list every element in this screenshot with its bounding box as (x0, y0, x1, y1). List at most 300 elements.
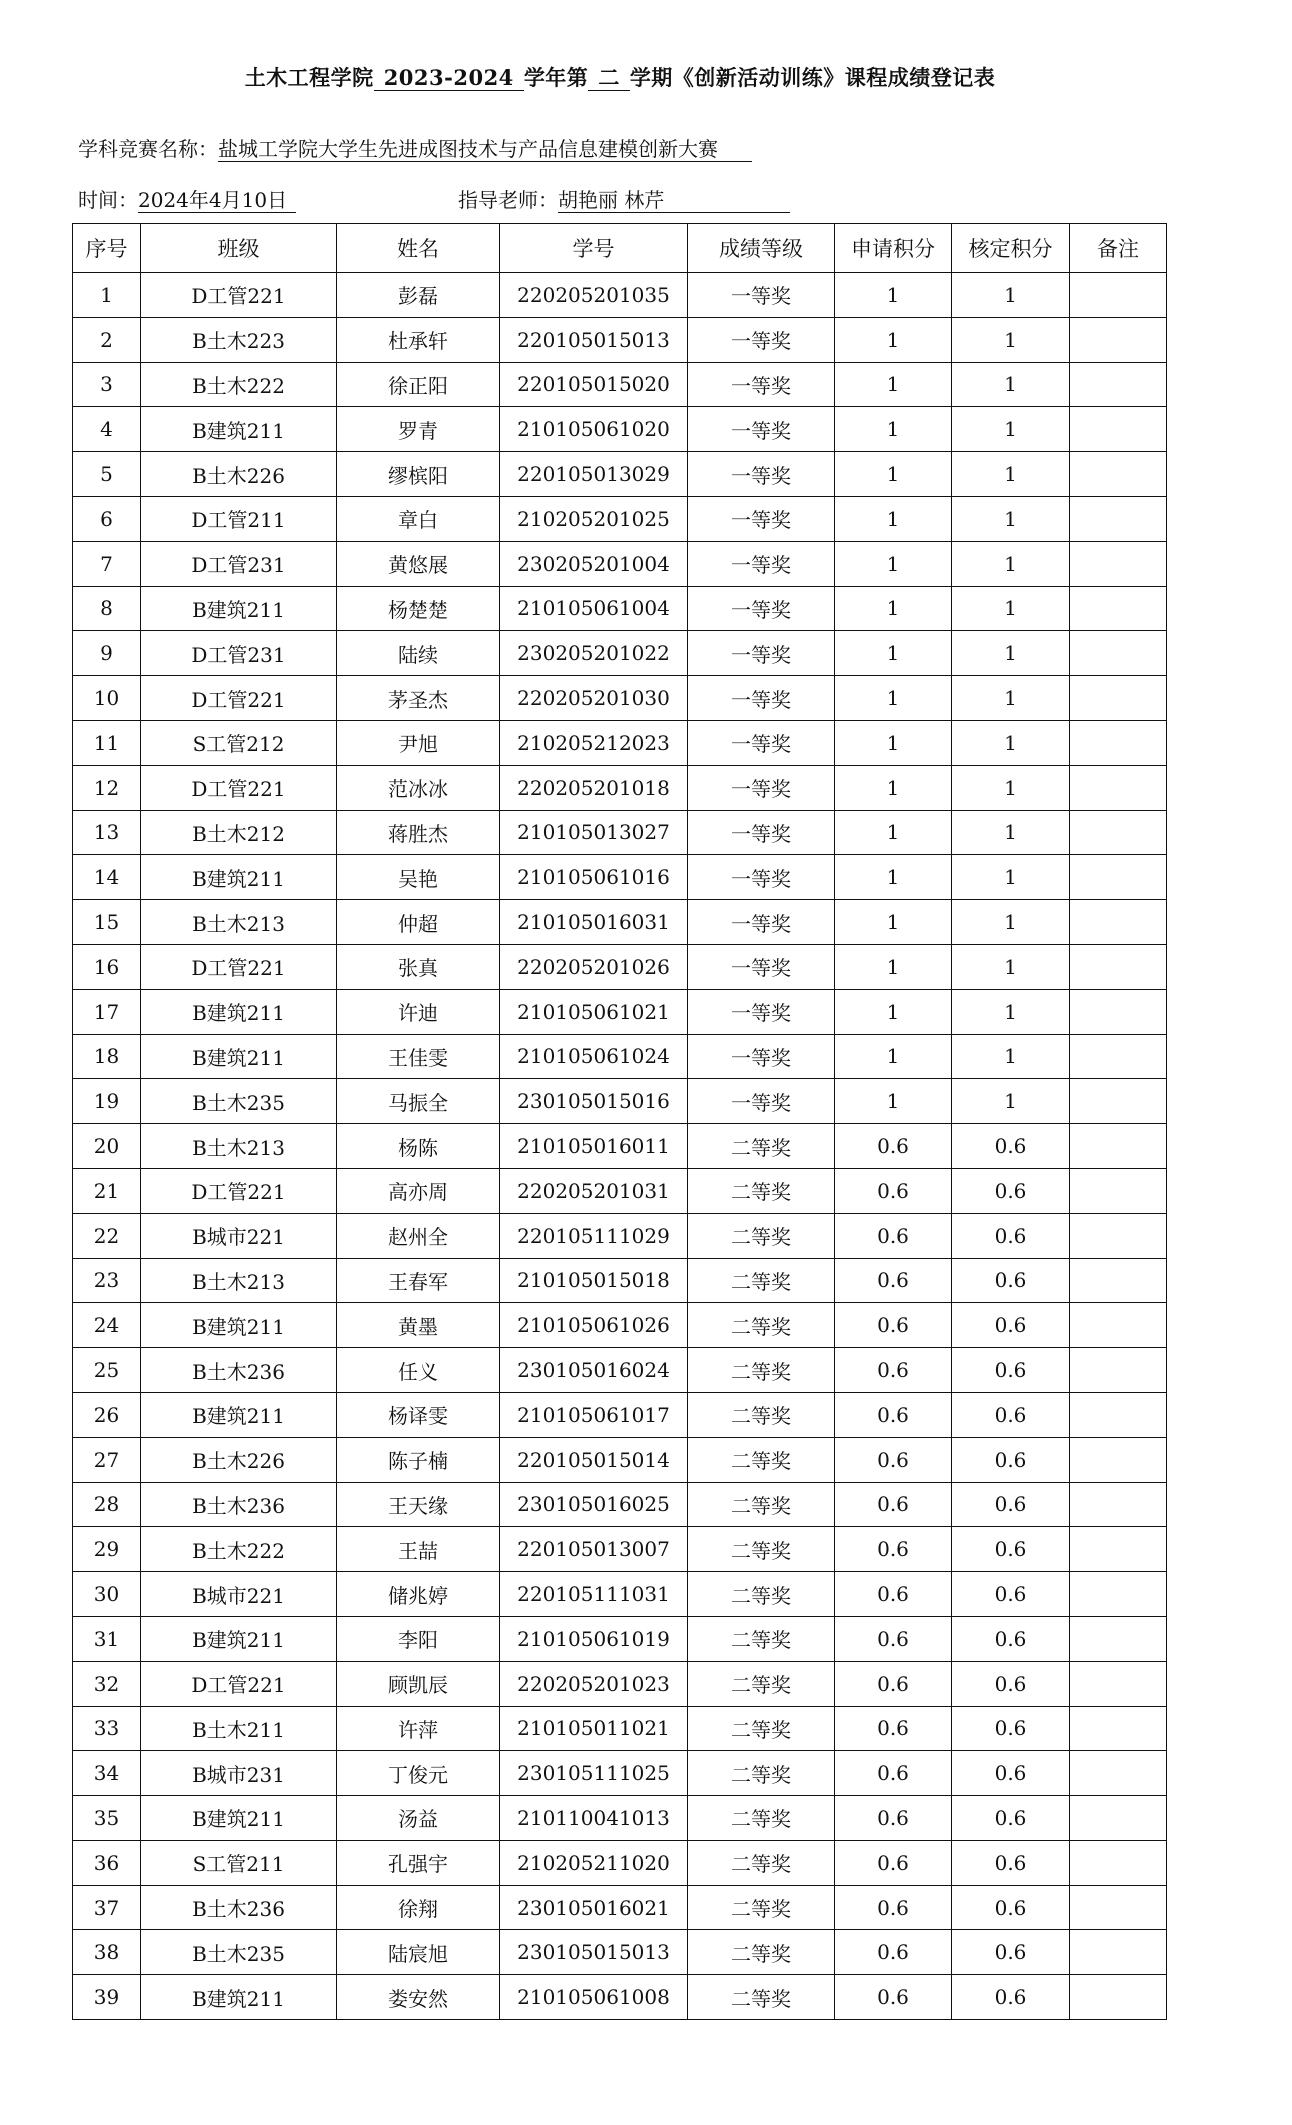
cell-grade: 二等奖 (688, 1258, 835, 1303)
cell-grade: 二等奖 (688, 1527, 835, 1572)
cell-index: 29 (73, 1527, 141, 1572)
cell-approved-credit: 1 (952, 1079, 1070, 1124)
cell-remarks (1070, 989, 1167, 1034)
cell-approved-credit: 0.6 (952, 1616, 1070, 1661)
cell-grade: 二等奖 (688, 1303, 835, 1348)
cell-student-id: 210205201025 (500, 496, 688, 541)
cell-index: 11 (73, 720, 141, 765)
cell-grade: 二等奖 (688, 1213, 835, 1258)
cell-name: 徐翔 (337, 1885, 500, 1930)
cell-index: 12 (73, 765, 141, 810)
cell-remarks (1070, 1392, 1167, 1437)
competition-label: 学科竞赛名称： (78, 137, 218, 161)
cell-index: 28 (73, 1482, 141, 1527)
title-suffix: 学期《创新活动训练》课程成绩登记表 (629, 65, 996, 90)
cell-class: D工管221 (141, 765, 337, 810)
cell-student-id: 220105111029 (500, 1213, 688, 1258)
header-class: 班级 (141, 224, 337, 273)
cell-class: B建筑211 (141, 407, 337, 452)
table-row (73, 1930, 1167, 1975)
cell-grade: 一等奖 (688, 452, 835, 497)
cell-name: 尹旭 (337, 720, 500, 765)
cell-name: 陆宸旭 (337, 1930, 500, 1975)
cell-approved-credit: 0.6 (952, 1796, 1070, 1841)
cell-class: B建筑211 (141, 1303, 337, 1348)
cell-class: S工管212 (141, 720, 337, 765)
cell-grade: 一等奖 (688, 317, 835, 362)
cell-index: 10 (73, 676, 141, 721)
cell-index: 22 (73, 1213, 141, 1258)
cell-class: D工管231 (141, 541, 337, 586)
cell-name: 徐正阳 (337, 362, 500, 407)
table-row (73, 586, 1167, 631)
cell-name: 王天缘 (337, 1482, 500, 1527)
cell-approved-credit: 0.6 (952, 1168, 1070, 1213)
cell-student-id: 220105015014 (500, 1437, 688, 1482)
cell-applied-credit: 1 (835, 1034, 952, 1079)
cell-applied-credit: 0.6 (835, 1168, 952, 1213)
cell-class: B建筑211 (141, 1796, 337, 1841)
cell-class: S工管211 (141, 1840, 337, 1885)
cell-name: 杨译雯 (337, 1392, 500, 1437)
cell-grade: 二等奖 (688, 1572, 835, 1617)
cell-name: 高亦周 (337, 1168, 500, 1213)
cell-applied-credit: 1 (835, 765, 952, 810)
cell-applied-credit: 1 (835, 810, 952, 855)
cell-approved-credit: 1 (952, 317, 1070, 362)
cell-student-id: 220105013007 (500, 1527, 688, 1572)
cell-grade: 二等奖 (688, 1348, 835, 1393)
cell-class: B土木212 (141, 810, 337, 855)
cell-approved-credit: 0.6 (952, 1930, 1070, 1975)
cell-class: D工管221 (141, 273, 337, 318)
cell-index: 15 (73, 900, 141, 945)
cell-name: 杜承轩 (337, 317, 500, 362)
cell-approved-credit: 0.6 (952, 1661, 1070, 1706)
cell-grade: 二等奖 (688, 1392, 835, 1437)
cell-approved-credit: 0.6 (952, 1527, 1070, 1572)
cell-index: 18 (73, 1034, 141, 1079)
cell-student-id: 210105061017 (500, 1392, 688, 1437)
table-row (73, 1840, 1167, 1885)
cell-approved-credit: 1 (952, 900, 1070, 945)
cell-name: 罗青 (337, 407, 500, 452)
cell-name: 王喆 (337, 1527, 500, 1572)
cell-index: 3 (73, 362, 141, 407)
teacher-line (458, 184, 790, 213)
cell-class: B建筑211 (141, 1034, 337, 1079)
cell-grade: 二等奖 (688, 1616, 835, 1661)
cell-name: 吴艳 (337, 855, 500, 900)
table-row (73, 1034, 1167, 1079)
competition-name: 盐城工学院大学生先进成图技术与产品信息建模创新大赛 (218, 137, 752, 162)
cell-applied-credit: 0.6 (835, 1930, 952, 1975)
table-row (73, 1572, 1167, 1617)
cell-index: 25 (73, 1348, 141, 1393)
competition-line (78, 133, 752, 162)
cell-remarks (1070, 1796, 1167, 1841)
cell-grade: 二等奖 (688, 1975, 835, 2020)
table-row (73, 720, 1167, 765)
cell-student-id: 210105015018 (500, 1258, 688, 1303)
cell-applied-credit: 0.6 (835, 1975, 952, 2020)
cell-student-id: 210105061024 (500, 1034, 688, 1079)
title-term: 二 (588, 66, 630, 91)
cell-name: 杨陈 (337, 1124, 500, 1169)
cell-applied-credit: 1 (835, 496, 952, 541)
time-line (78, 184, 296, 213)
teacher-value: 胡艳丽 林芹 (558, 188, 790, 213)
table-row (73, 1751, 1167, 1796)
cell-applied-credit: 1 (835, 407, 952, 452)
cell-student-id: 220105015020 (500, 362, 688, 407)
cell-name: 李阳 (337, 1616, 500, 1661)
cell-index: 23 (73, 1258, 141, 1303)
cell-applied-credit: 0.6 (835, 1348, 952, 1393)
cell-remarks (1070, 1527, 1167, 1572)
cell-remarks (1070, 676, 1167, 721)
table-row (73, 1168, 1167, 1213)
cell-class: B土木211 (141, 1706, 337, 1751)
title-mid: 学年第 (523, 65, 589, 90)
cell-remarks (1070, 1572, 1167, 1617)
table-row (73, 900, 1167, 945)
table-row (73, 1079, 1167, 1124)
cell-class: B建筑211 (141, 1975, 337, 2020)
cell-index: 36 (73, 1840, 141, 1885)
cell-student-id: 210105061026 (500, 1303, 688, 1348)
cell-applied-credit: 0.6 (835, 1661, 952, 1706)
cell-student-id: 230105111025 (500, 1751, 688, 1796)
cell-name: 娄安然 (337, 1975, 500, 2020)
cell-class: B建筑211 (141, 586, 337, 631)
header-index: 序号 (73, 224, 141, 273)
cell-class: D工管221 (141, 676, 337, 721)
cell-grade: 一等奖 (688, 1034, 835, 1079)
cell-grade: 二等奖 (688, 1124, 835, 1169)
cell-approved-credit: 1 (952, 765, 1070, 810)
table-row (73, 1482, 1167, 1527)
teacher-label: 指导老师： (458, 188, 558, 212)
cell-grade: 一等奖 (688, 855, 835, 900)
table-row (73, 1527, 1167, 1572)
table-row (73, 1706, 1167, 1751)
cell-remarks (1070, 1168, 1167, 1213)
cell-grade: 一等奖 (688, 273, 835, 318)
table-row (73, 317, 1167, 362)
cell-name: 陆续 (337, 631, 500, 676)
cell-applied-credit: 0.6 (835, 1392, 952, 1437)
cell-student-id: 220105015013 (500, 317, 688, 362)
cell-name: 茅圣杰 (337, 676, 500, 721)
cell-class: B土木226 (141, 452, 337, 497)
cell-index: 1 (73, 273, 141, 318)
cell-name: 黄墨 (337, 1303, 500, 1348)
cell-approved-credit: 1 (952, 407, 1070, 452)
cell-remarks (1070, 496, 1167, 541)
cell-approved-credit: 0.6 (952, 1213, 1070, 1258)
page-title (0, 62, 1240, 92)
table-row (73, 362, 1167, 407)
time-label: 时间： (78, 188, 138, 212)
cell-index: 4 (73, 407, 141, 452)
header-approved-credit: 核定积分 (952, 224, 1070, 273)
cell-grade: 一等奖 (688, 541, 835, 586)
cell-grade: 一等奖 (688, 944, 835, 989)
cell-approved-credit: 0.6 (952, 1258, 1070, 1303)
cell-index: 6 (73, 496, 141, 541)
cell-class: B土木213 (141, 1124, 337, 1169)
table-row (73, 765, 1167, 810)
cell-grade: 二等奖 (688, 1661, 835, 1706)
cell-remarks (1070, 1840, 1167, 1885)
cell-index: 20 (73, 1124, 141, 1169)
cell-grade: 二等奖 (688, 1706, 835, 1751)
cell-class: B土木223 (141, 317, 337, 362)
cell-name: 张真 (337, 944, 500, 989)
cell-remarks (1070, 900, 1167, 945)
cell-class: B土木222 (141, 362, 337, 407)
cell-remarks (1070, 810, 1167, 855)
cell-grade: 一等奖 (688, 1079, 835, 1124)
cell-applied-credit: 1 (835, 317, 952, 362)
cell-class: B城市221 (141, 1572, 337, 1617)
cell-index: 7 (73, 541, 141, 586)
cell-remarks (1070, 631, 1167, 676)
cell-name: 丁俊元 (337, 1751, 500, 1796)
cell-grade: 二等奖 (688, 1885, 835, 1930)
cell-student-id: 210105016031 (500, 900, 688, 945)
cell-student-id: 230105016025 (500, 1482, 688, 1527)
cell-grade: 二等奖 (688, 1930, 835, 1975)
cell-approved-credit: 0.6 (952, 1885, 1070, 1930)
table-header-row (73, 224, 1167, 273)
cell-applied-credit: 0.6 (835, 1796, 952, 1841)
cell-name: 孔强宇 (337, 1840, 500, 1885)
cell-approved-credit: 0.6 (952, 1124, 1070, 1169)
cell-class: B土木236 (141, 1885, 337, 1930)
cell-remarks (1070, 317, 1167, 362)
cell-remarks (1070, 586, 1167, 631)
cell-class: B土木235 (141, 1079, 337, 1124)
cell-index: 32 (73, 1661, 141, 1706)
cell-student-id: 210105061019 (500, 1616, 688, 1661)
cell-name: 汤益 (337, 1796, 500, 1841)
cell-grade: 二等奖 (688, 1437, 835, 1482)
title-year: 2023-2024 (374, 66, 524, 91)
cell-applied-credit: 1 (835, 586, 952, 631)
cell-index: 38 (73, 1930, 141, 1975)
table-row (73, 1885, 1167, 1930)
cell-class: B建筑211 (141, 1616, 337, 1661)
cell-name: 赵州全 (337, 1213, 500, 1258)
cell-grade: 一等奖 (688, 720, 835, 765)
cell-remarks (1070, 407, 1167, 452)
cell-applied-credit: 0.6 (835, 1527, 952, 1572)
cell-index: 13 (73, 810, 141, 855)
cell-name: 许萍 (337, 1706, 500, 1751)
cell-class: B土木236 (141, 1482, 337, 1527)
cell-class: B土木213 (141, 900, 337, 945)
cell-remarks (1070, 1930, 1167, 1975)
cell-applied-credit: 1 (835, 631, 952, 676)
table-row (73, 944, 1167, 989)
cell-remarks (1070, 1616, 1167, 1661)
cell-applied-credit: 1 (835, 989, 952, 1034)
cell-index: 24 (73, 1303, 141, 1348)
cell-applied-credit: 1 (835, 855, 952, 900)
cell-applied-credit: 0.6 (835, 1213, 952, 1258)
cell-grade: 一等奖 (688, 676, 835, 721)
cell-grade: 一等奖 (688, 989, 835, 1034)
cell-class: B城市221 (141, 1213, 337, 1258)
cell-class: D工管221 (141, 944, 337, 989)
table-row (73, 1258, 1167, 1303)
cell-class: B土木236 (141, 1348, 337, 1393)
cell-approved-credit: 1 (952, 1034, 1070, 1079)
cell-approved-credit: 1 (952, 810, 1070, 855)
table-row (73, 541, 1167, 586)
cell-applied-credit: 0.6 (835, 1258, 952, 1303)
header-remarks: 备注 (1070, 224, 1167, 273)
cell-approved-credit: 0.6 (952, 1572, 1070, 1617)
cell-approved-credit: 1 (952, 362, 1070, 407)
cell-grade: 一等奖 (688, 586, 835, 631)
cell-class: B城市231 (141, 1751, 337, 1796)
cell-applied-credit: 0.6 (835, 1616, 952, 1661)
cell-remarks (1070, 765, 1167, 810)
cell-approved-credit: 1 (952, 631, 1070, 676)
cell-student-id: 210110041013 (500, 1796, 688, 1841)
cell-remarks (1070, 1034, 1167, 1079)
cell-applied-credit: 1 (835, 452, 952, 497)
table-row (73, 273, 1167, 318)
cell-class: B建筑211 (141, 1392, 337, 1437)
cell-applied-credit: 1 (835, 273, 952, 318)
cell-student-id: 220205201035 (500, 273, 688, 318)
cell-student-id: 220105013029 (500, 452, 688, 497)
cell-remarks (1070, 720, 1167, 765)
cell-name: 仲超 (337, 900, 500, 945)
cell-approved-credit: 0.6 (952, 1303, 1070, 1348)
cell-student-id: 230105016021 (500, 1885, 688, 1930)
cell-grade: 二等奖 (688, 1840, 835, 1885)
cell-approved-credit: 0.6 (952, 1437, 1070, 1482)
cell-student-id: 230205201022 (500, 631, 688, 676)
cell-remarks (1070, 1303, 1167, 1348)
cell-remarks (1070, 1213, 1167, 1258)
table-row (73, 407, 1167, 452)
cell-name: 马振全 (337, 1079, 500, 1124)
table-row (73, 1796, 1167, 1841)
cell-approved-credit: 0.6 (952, 1840, 1070, 1885)
table-body (73, 273, 1167, 2020)
cell-student-id: 210105061021 (500, 989, 688, 1034)
grade-table (72, 223, 1167, 2020)
cell-name: 陈子楠 (337, 1437, 500, 1482)
cell-student-id: 210105016011 (500, 1124, 688, 1169)
cell-student-id: 220105111031 (500, 1572, 688, 1617)
cell-remarks (1070, 1348, 1167, 1393)
cell-index: 9 (73, 631, 141, 676)
cell-approved-credit: 0.6 (952, 1482, 1070, 1527)
table-row (73, 1975, 1167, 2020)
cell-applied-credit: 0.6 (835, 1885, 952, 1930)
cell-approved-credit: 0.6 (952, 1392, 1070, 1437)
cell-applied-credit: 0.6 (835, 1437, 952, 1482)
cell-student-id: 210105061020 (500, 407, 688, 452)
cell-applied-credit: 0.6 (835, 1572, 952, 1617)
cell-remarks (1070, 1975, 1167, 2020)
cell-student-id: 210105061008 (500, 1975, 688, 2020)
cell-approved-credit: 1 (952, 720, 1070, 765)
cell-grade: 一等奖 (688, 631, 835, 676)
cell-class: D工管221 (141, 1168, 337, 1213)
cell-applied-credit: 0.6 (835, 1706, 952, 1751)
cell-student-id: 210105011021 (500, 1706, 688, 1751)
cell-name: 储兆婷 (337, 1572, 500, 1617)
cell-index: 19 (73, 1079, 141, 1124)
cell-name: 王佳雯 (337, 1034, 500, 1079)
cell-index: 16 (73, 944, 141, 989)
cell-applied-credit: 1 (835, 1079, 952, 1124)
cell-index: 5 (73, 452, 141, 497)
table-row (73, 989, 1167, 1034)
cell-student-id: 230105016024 (500, 1348, 688, 1393)
cell-remarks (1070, 1079, 1167, 1124)
cell-grade: 一等奖 (688, 407, 835, 452)
cell-index: 37 (73, 1885, 141, 1930)
cell-index: 8 (73, 586, 141, 631)
cell-grade: 二等奖 (688, 1796, 835, 1841)
cell-name: 缪槟阳 (337, 452, 500, 497)
cell-student-id: 230105015013 (500, 1930, 688, 1975)
cell-class: B土木213 (141, 1258, 337, 1303)
cell-name: 范冰冰 (337, 765, 500, 810)
cell-applied-credit: 1 (835, 541, 952, 586)
cell-remarks (1070, 944, 1167, 989)
cell-student-id: 210105061016 (500, 855, 688, 900)
cell-grade: 一等奖 (688, 765, 835, 810)
time-value: 2024年4月10日 (138, 188, 296, 213)
cell-index: 26 (73, 1392, 141, 1437)
cell-applied-credit: 1 (835, 720, 952, 765)
cell-index: 31 (73, 1616, 141, 1661)
header-student-id: 学号 (500, 224, 688, 273)
table-row (73, 1348, 1167, 1393)
cell-student-id: 210205211020 (500, 1840, 688, 1885)
cell-index: 2 (73, 317, 141, 362)
cell-approved-credit: 1 (952, 273, 1070, 318)
cell-name: 任义 (337, 1348, 500, 1393)
cell-student-id: 210105013027 (500, 810, 688, 855)
cell-class: D工管231 (141, 631, 337, 676)
cell-name: 顾凯辰 (337, 1661, 500, 1706)
cell-student-id: 220205201030 (500, 676, 688, 721)
cell-remarks (1070, 1661, 1167, 1706)
table-row (73, 1303, 1167, 1348)
cell-remarks (1070, 273, 1167, 318)
cell-class: B土木226 (141, 1437, 337, 1482)
cell-index: 33 (73, 1706, 141, 1751)
table-row (73, 1392, 1167, 1437)
table-row (73, 1437, 1167, 1482)
table-row (73, 1616, 1167, 1661)
cell-grade: 二等奖 (688, 1168, 835, 1213)
table-row (73, 496, 1167, 541)
cell-grade: 一等奖 (688, 362, 835, 407)
cell-class: B土木222 (141, 1527, 337, 1572)
